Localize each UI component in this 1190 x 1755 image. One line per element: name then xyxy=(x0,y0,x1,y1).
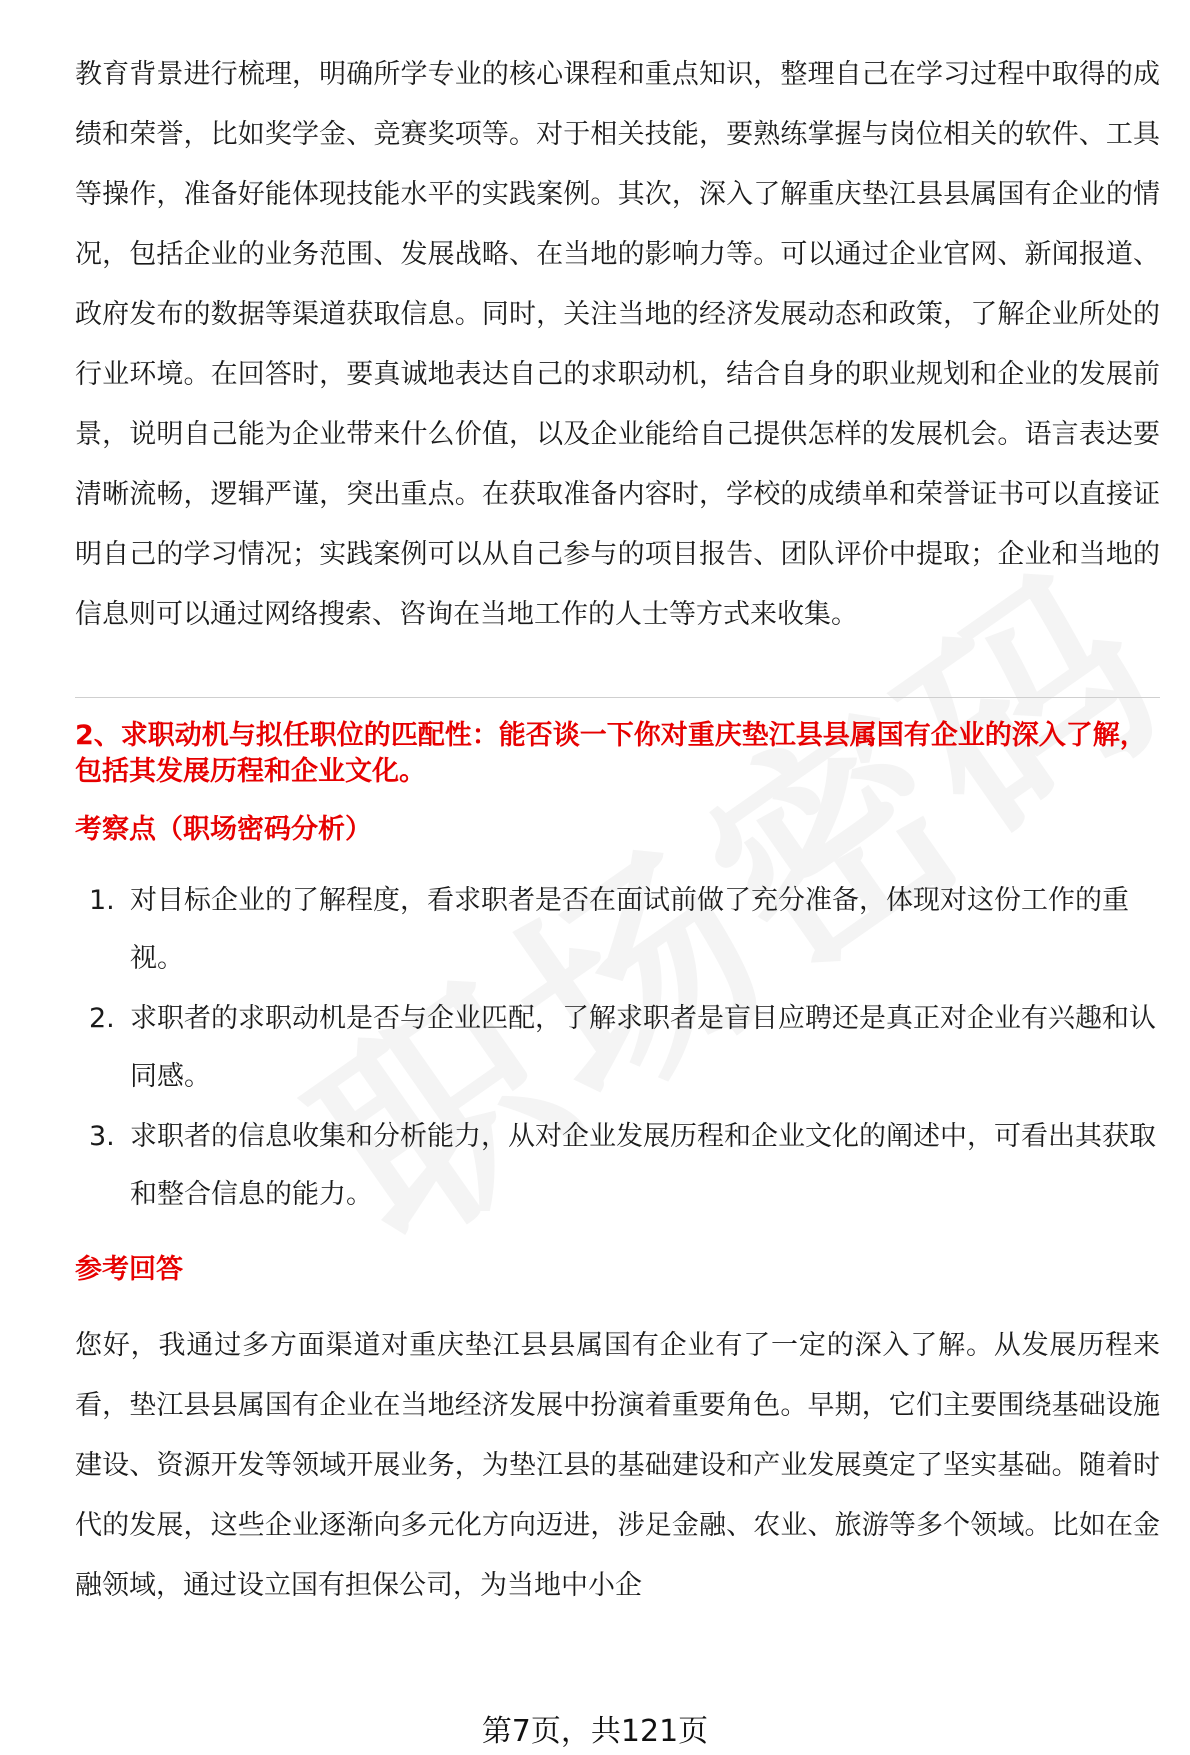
page-number-footer: 第7页，共121页 xyxy=(481,1714,709,1749)
section-divider xyxy=(75,697,1160,698)
list-item xyxy=(75,990,1160,1106)
list-item-number: 3. xyxy=(89,1121,115,1152)
list-item xyxy=(75,872,1160,988)
examination-heading: 考察点（职场密码分析） xyxy=(75,814,372,845)
list-item-number: 1. xyxy=(89,885,115,916)
list-item xyxy=(75,1108,1160,1224)
answer-paragraph: 您好，我通过多方面渠道对重庆垫江县县属国有企业有了一定的深入了解。从发展历程来看，垫江县县属国有企业在当地经济发展中扮演着重要角色。早期，它们主要围绕基础设施建设、资源开发等领域开展业务，为垫江县的基础建设和产业发展奠定了坚实基础。随着时代的发展，这些企业逐渐向多元化方向迈进，涉足金融、农业、旅游等多个领域。比如在金融领域，通过设立国有担保公司，为当地中小企 xyxy=(75,1330,1160,1601)
list-item-number: 2. xyxy=(89,1003,115,1034)
question-title: 2、求职动机与拟任职位的匹配性：能否谈一下你对重庆垫江县县属国有企业的深入了解，包括其发展历程和企业文化。 xyxy=(75,720,1147,787)
answer-heading: 参考回答 xyxy=(75,1254,183,1285)
list-item-text: 对目标企业的了解程度，看求职者是否在面试前做了充分准备，体现对这份工作的重视。 xyxy=(130,885,1129,974)
list-item-text: 求职者的求职动机是否与企业匹配，了解求职者是盲目应聘还是真正对企业有兴趣和认同感。 xyxy=(130,1003,1156,1092)
examination-points-list xyxy=(75,872,1160,1224)
page-content xyxy=(75,45,1160,1616)
intro-paragraph: 教育背景进行梳理，明确所学专业的核心课程和重点知识，整理自己在学习过程中取得的成绩和荣誉，比如奖学金、竞赛奖项等。对于相关技能，要熟练掌握与岗位相关的软件、工具等操作，准备好能体现技能水平的实践案例。其次，深入了解重庆垫江县县属国有企业的情况，包括企业的业务范围、发展战略、在当地的影响力等。可以通过企业官网、新闻报道、政府发布的数据等渠道获取信息。同时，关注当地的经济发展动态和政策，了解企业所处的行业环境。在回答时，要真诚地表达自己的求职动机，结合自身的职业规划和企业的发展前景，说明自己能为企业带来什么价值，以及企业能给自己提供怎样的发展机会。语言表达要清晰流畅，逻辑严谨，突出重点。在获取准备内容时，学校的成绩单和荣誉证书可以直接证明自己的学习情况；实践案例可以从自己参与的项目报告、团队评价中提取；企业和当地的信息则可以通过网络搜索、咨询在当地工作的人士等方式来收集。 xyxy=(75,59,1160,630)
list-item-text: 求职者的信息收集和分析能力，从对企业发展历程和企业文化的阐述中，可看出其获取和整合信息的能力。 xyxy=(130,1121,1156,1210)
